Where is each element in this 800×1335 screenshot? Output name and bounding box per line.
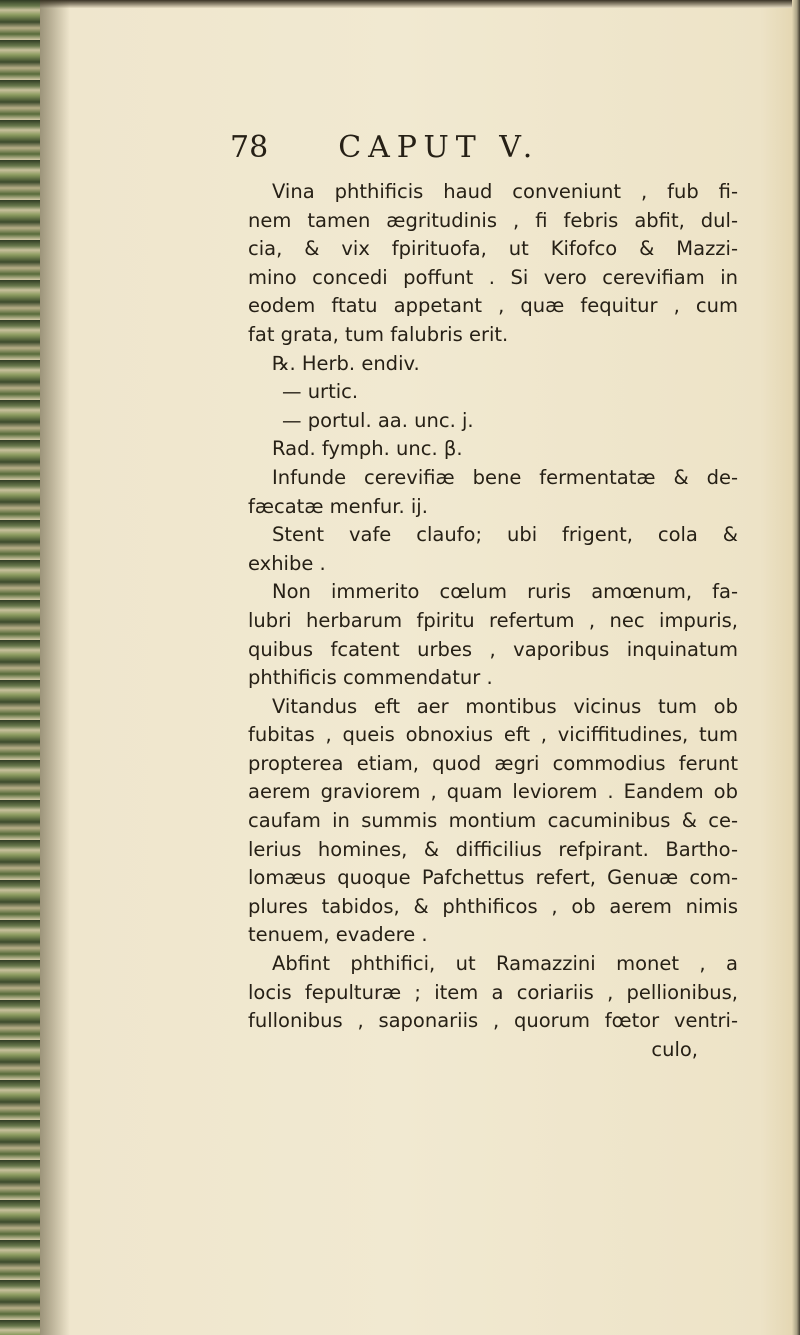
text-line: locis fepulturæ ; item a coriariis , pellionibus, <box>248 980 738 1004</box>
text-line: aerem graviorem , quam leviorem . Eandem ob <box>248 780 738 804</box>
text-line: fubitas , queis obnoxius eft , viciffitudines, tum <box>248 723 738 747</box>
text-line: nem tamen ægritudinis , fi febris abfit, dul- <box>248 208 738 232</box>
text-line: — portul. aa. unc. j. <box>282 408 474 432</box>
text-line: mino concedi poffunt . Si vero cerevifiam in <box>248 265 738 289</box>
gutter-shadow <box>40 0 70 1335</box>
page-right-edge <box>792 0 800 1335</box>
text-line: tenuem, evadere . <box>248 923 428 947</box>
text-line: caufam in summis montium cacuminibus & ce- <box>248 809 738 833</box>
text-line: Non immerito cœlum ruris amœnum, fa- <box>272 580 738 604</box>
text-line: phthificis commendatur . <box>248 666 493 690</box>
text-line: Vitandus eft aer montibus vicinus tum ob <box>272 694 738 718</box>
text-line: Infunde cerevifiæ bene fermentatæ & de- <box>272 465 738 489</box>
text-line: — urtic. <box>282 380 359 404</box>
text-line: lubri herbarum fpiritu refertum , nec impuris, <box>248 608 738 632</box>
text-line: fæcatæ menfur. ij. <box>248 494 428 518</box>
text-line: lerius homines, & difficilius refpirant. Bartho- <box>248 837 738 861</box>
page-number: 78 <box>230 130 269 165</box>
text-line: quibus fcatent urbes , vaporibus inquinatum <box>248 637 738 661</box>
page-top-edge <box>0 0 800 8</box>
text-line: Rad. fymph. unc. β. <box>272 437 463 461</box>
text-line: Vina phthificis haud conveniunt , fub fi- <box>272 180 738 203</box>
text-line: ℞. Herb. endiv. <box>272 351 420 375</box>
text-line: plures tabidos, & phthificos , ob aerem nimis <box>248 894 738 918</box>
text-line: cia, & vix fpirituofa, ut Kifofco & Mazzi- <box>248 237 738 261</box>
body-text <box>248 178 738 1064</box>
text-line: eodem ftatu appetant , quæ fequitur , cum <box>248 294 738 318</box>
text-line: Abfint phthifici, ut Ramazzini monet , a <box>272 952 738 976</box>
book-binding-edge <box>0 0 40 1335</box>
text-line: Stent vafe claufo; ubi frigent, cola & <box>272 523 738 547</box>
text-line: lomæus quoque Pafchettus refert, Genuæ com- <box>248 866 738 890</box>
text-line: fullonibus , saponariis , quorum fœtor ventri- <box>248 1009 738 1033</box>
text-line: fat grata, tum falubris erit. <box>248 322 509 346</box>
text-line: propterea etiam, quod ægri commodius ferunt <box>248 751 738 775</box>
running-title: CAPUT V. <box>338 130 540 165</box>
catchword: culo, <box>651 1037 698 1061</box>
running-header <box>230 130 590 172</box>
text-line: exhibe . <box>248 551 326 575</box>
